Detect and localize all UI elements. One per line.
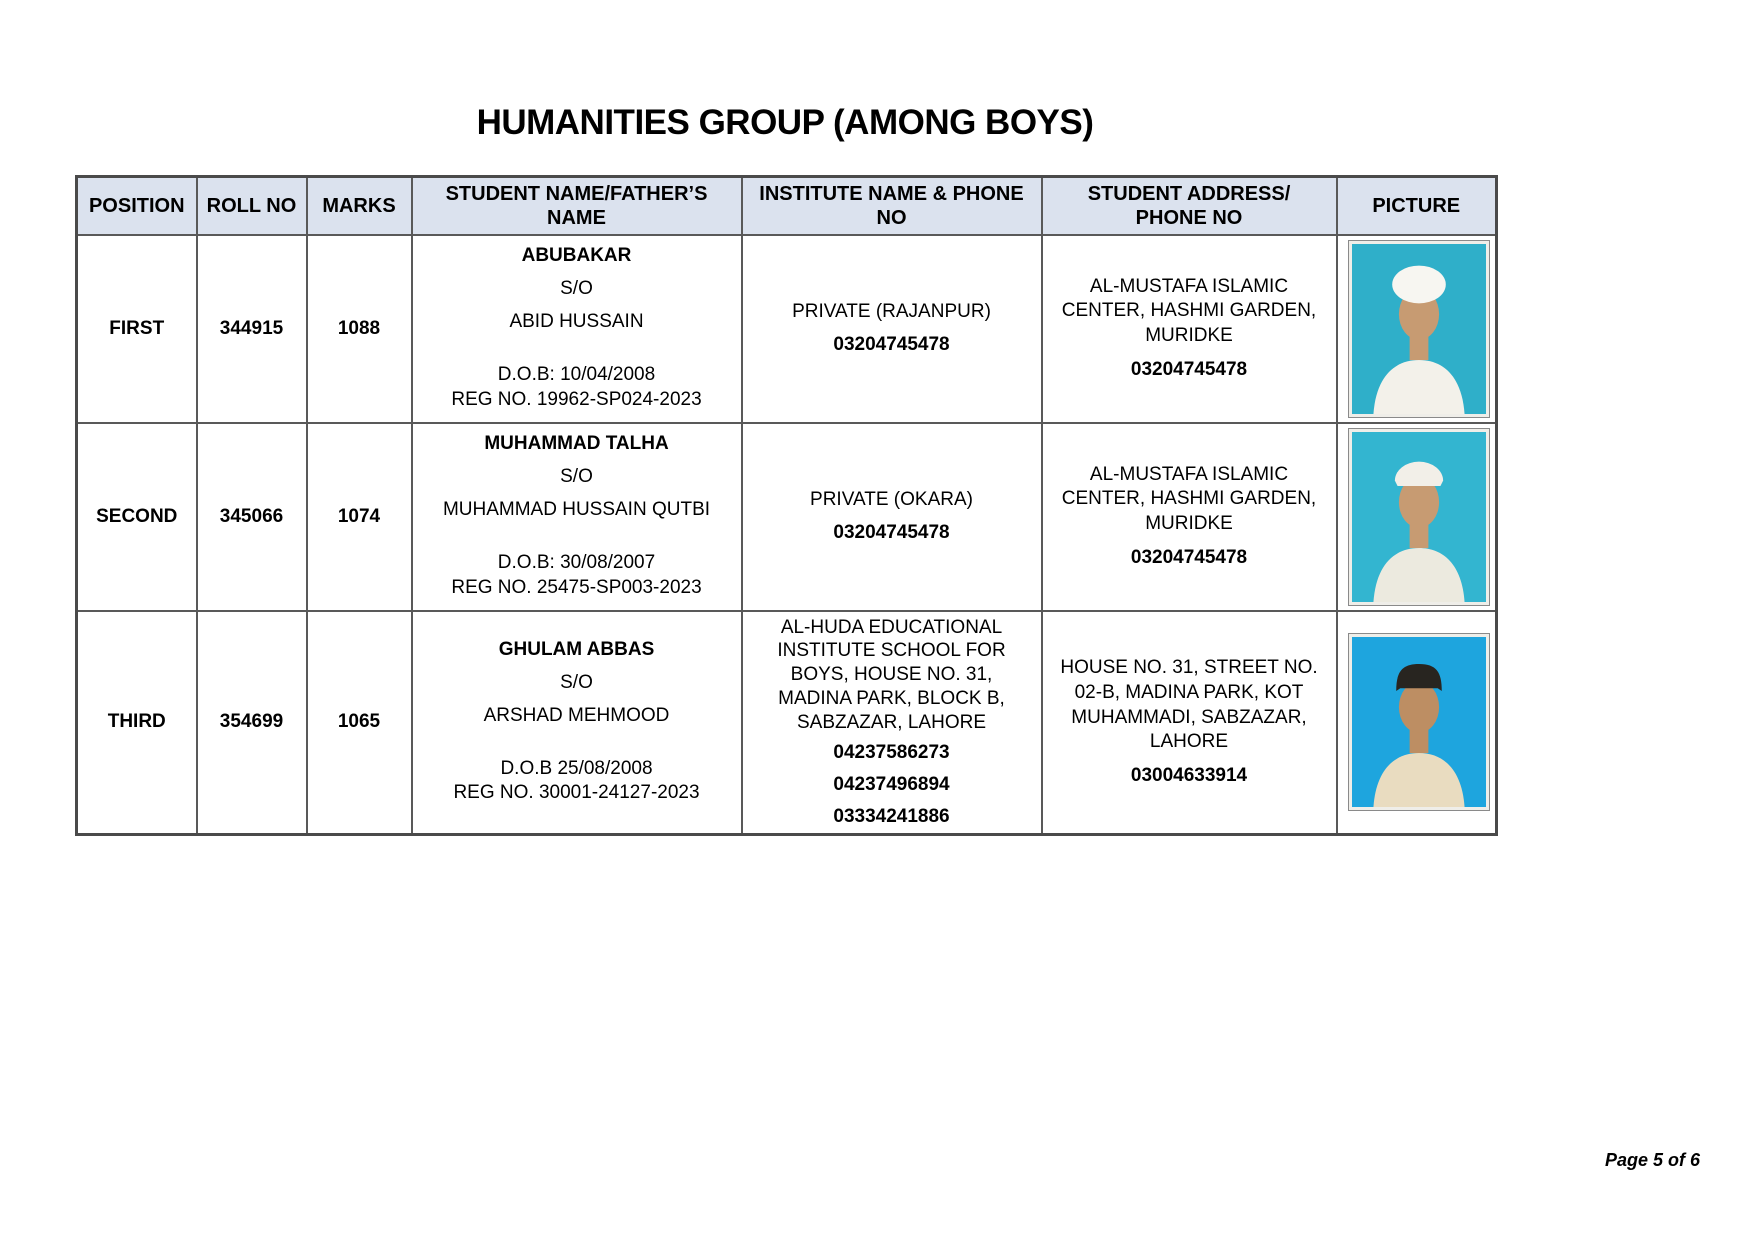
address-cell: [1042, 423, 1337, 611]
address-cell: [1042, 235, 1337, 423]
institute-phone: 03204745478: [833, 333, 950, 355]
date-of-birth: D.O.B: 30/08/2007: [497, 551, 656, 573]
header-picture: PICTURE: [1337, 177, 1497, 235]
institute-phone: 03204745478: [833, 521, 950, 543]
roll-no-cell: [197, 235, 307, 423]
header-student-name: STUDENT NAME/FATHER’S NAME: [412, 177, 742, 235]
marks-value: 1088: [337, 317, 381, 339]
header-address: STUDENT ADDRESS/ PHONE NO: [1042, 177, 1337, 235]
institute-phone: 03334241886: [833, 805, 950, 827]
student-address: HOUSE NO. 31, STREET NO. 02-B, MADINA PARK, KOT MUHAMMADI, SABZAZAR, LAHORE: [1060, 657, 1318, 753]
student-name: ABUBAKAR: [521, 244, 632, 266]
address-phone: 03004633914: [1130, 764, 1248, 786]
photo-turban: [1392, 265, 1446, 303]
student-photo: [1348, 633, 1490, 811]
page-title: HUMANITIES GROUP (AMONG BOYS): [476, 103, 1094, 142]
table-header-row: [77, 177, 1497, 235]
position-cell: [77, 423, 197, 611]
institute-phone-list: [753, 741, 1031, 829]
institute-phone: 04237496894: [833, 773, 950, 795]
student-name: GHULAM ABBAS: [498, 638, 655, 660]
registration-no: REG NO. 30001-24127-2023: [453, 782, 700, 804]
student-photo: [1348, 428, 1490, 606]
date-of-birth: D.O.B: 10/04/2008: [497, 363, 656, 385]
position-cell: [77, 611, 197, 835]
so-label: S/O: [560, 277, 593, 299]
address-phone: 03204745478: [1130, 358, 1248, 380]
header-institute: INSTITUTE NAME & PHONE NO: [742, 177, 1042, 235]
picture-cell: [1337, 611, 1497, 835]
student-address: AL-MUSTAFA ISLAMIC CENTER, HASHMI GARDEN, MURIDKE: [1061, 463, 1317, 534]
address-cell: [1042, 611, 1337, 835]
student-name-cell: [412, 611, 742, 835]
header-position: POSITION: [77, 177, 197, 235]
institute-cell: [742, 235, 1042, 423]
results-table: [75, 175, 1498, 836]
institute-name: PRIVATE (OKARA): [810, 488, 973, 510]
student-name-cell: [412, 235, 742, 423]
roll-no-cell: [197, 423, 307, 611]
position-value: SECOND: [96, 505, 178, 527]
student-name: MUHAMMAD TALHA: [484, 432, 669, 454]
student-photo-illustration: [1352, 637, 1486, 807]
father-name: ARSHAD MEHMOOD: [483, 704, 670, 726]
student-address: AL-MUSTAFA ISLAMIC CENTER, HASHMI GARDEN, MURIDKE: [1061, 275, 1317, 346]
table-row-third: [77, 611, 1497, 835]
header-roll-no: ROLL NO: [197, 177, 307, 235]
marks-value: 1065: [337, 711, 381, 733]
institute-cell: [742, 611, 1042, 835]
marks-cell: [307, 611, 412, 835]
position-cell: [77, 235, 197, 423]
institute-name: AL-HUDA EDUCATIONAL INSTITUTE SCHOOL FOR BOYS, HOUSE NO. 31, MADINA PARK, BLOCK B, SABZAZAR, LAHORE: [777, 616, 1006, 733]
institute-name: PRIVATE (RAJANPUR): [792, 300, 991, 322]
father-name: MUHAMMAD HUSSAIN QUTBI: [442, 498, 711, 520]
roll-no-value: 345066: [219, 505, 284, 527]
date-of-birth: D.O.B 25/08/2008: [500, 757, 653, 779]
page-number: Page 5 of 6: [1604, 1150, 1700, 1170]
registration-no: REG NO. 25475-SP003-2023: [451, 576, 702, 598]
roll-no-value: 344915: [219, 317, 284, 339]
photo-face: [1398, 682, 1438, 733]
picture-cell: [1337, 423, 1497, 611]
position-value: FIRST: [109, 317, 165, 339]
marks-value: 1074: [337, 505, 381, 527]
so-label: S/O: [560, 465, 593, 487]
table-row-first: [77, 235, 1497, 423]
marks-cell: [307, 423, 412, 611]
table-row-second: [77, 423, 1497, 611]
student-photo-illustration: [1352, 432, 1486, 602]
position-value: THIRD: [107, 711, 166, 733]
marks-cell: [307, 235, 412, 423]
header-marks: MARKS: [307, 177, 412, 235]
father-name: ABID HUSSAIN: [509, 310, 644, 332]
roll-no-value: 354699: [219, 711, 284, 733]
student-name-cell: [412, 423, 742, 611]
institute-phone: 04237586273: [833, 742, 950, 764]
so-label: S/O: [560, 671, 593, 693]
student-photo: [1348, 240, 1490, 418]
address-phone: 03204745478: [1130, 546, 1248, 568]
roll-no-cell: [197, 611, 307, 835]
picture-cell: [1337, 235, 1497, 423]
registration-no: REG NO. 19962-SP024-2023: [451, 388, 702, 410]
student-photo-illustration: [1352, 244, 1486, 414]
institute-cell: [742, 423, 1042, 611]
